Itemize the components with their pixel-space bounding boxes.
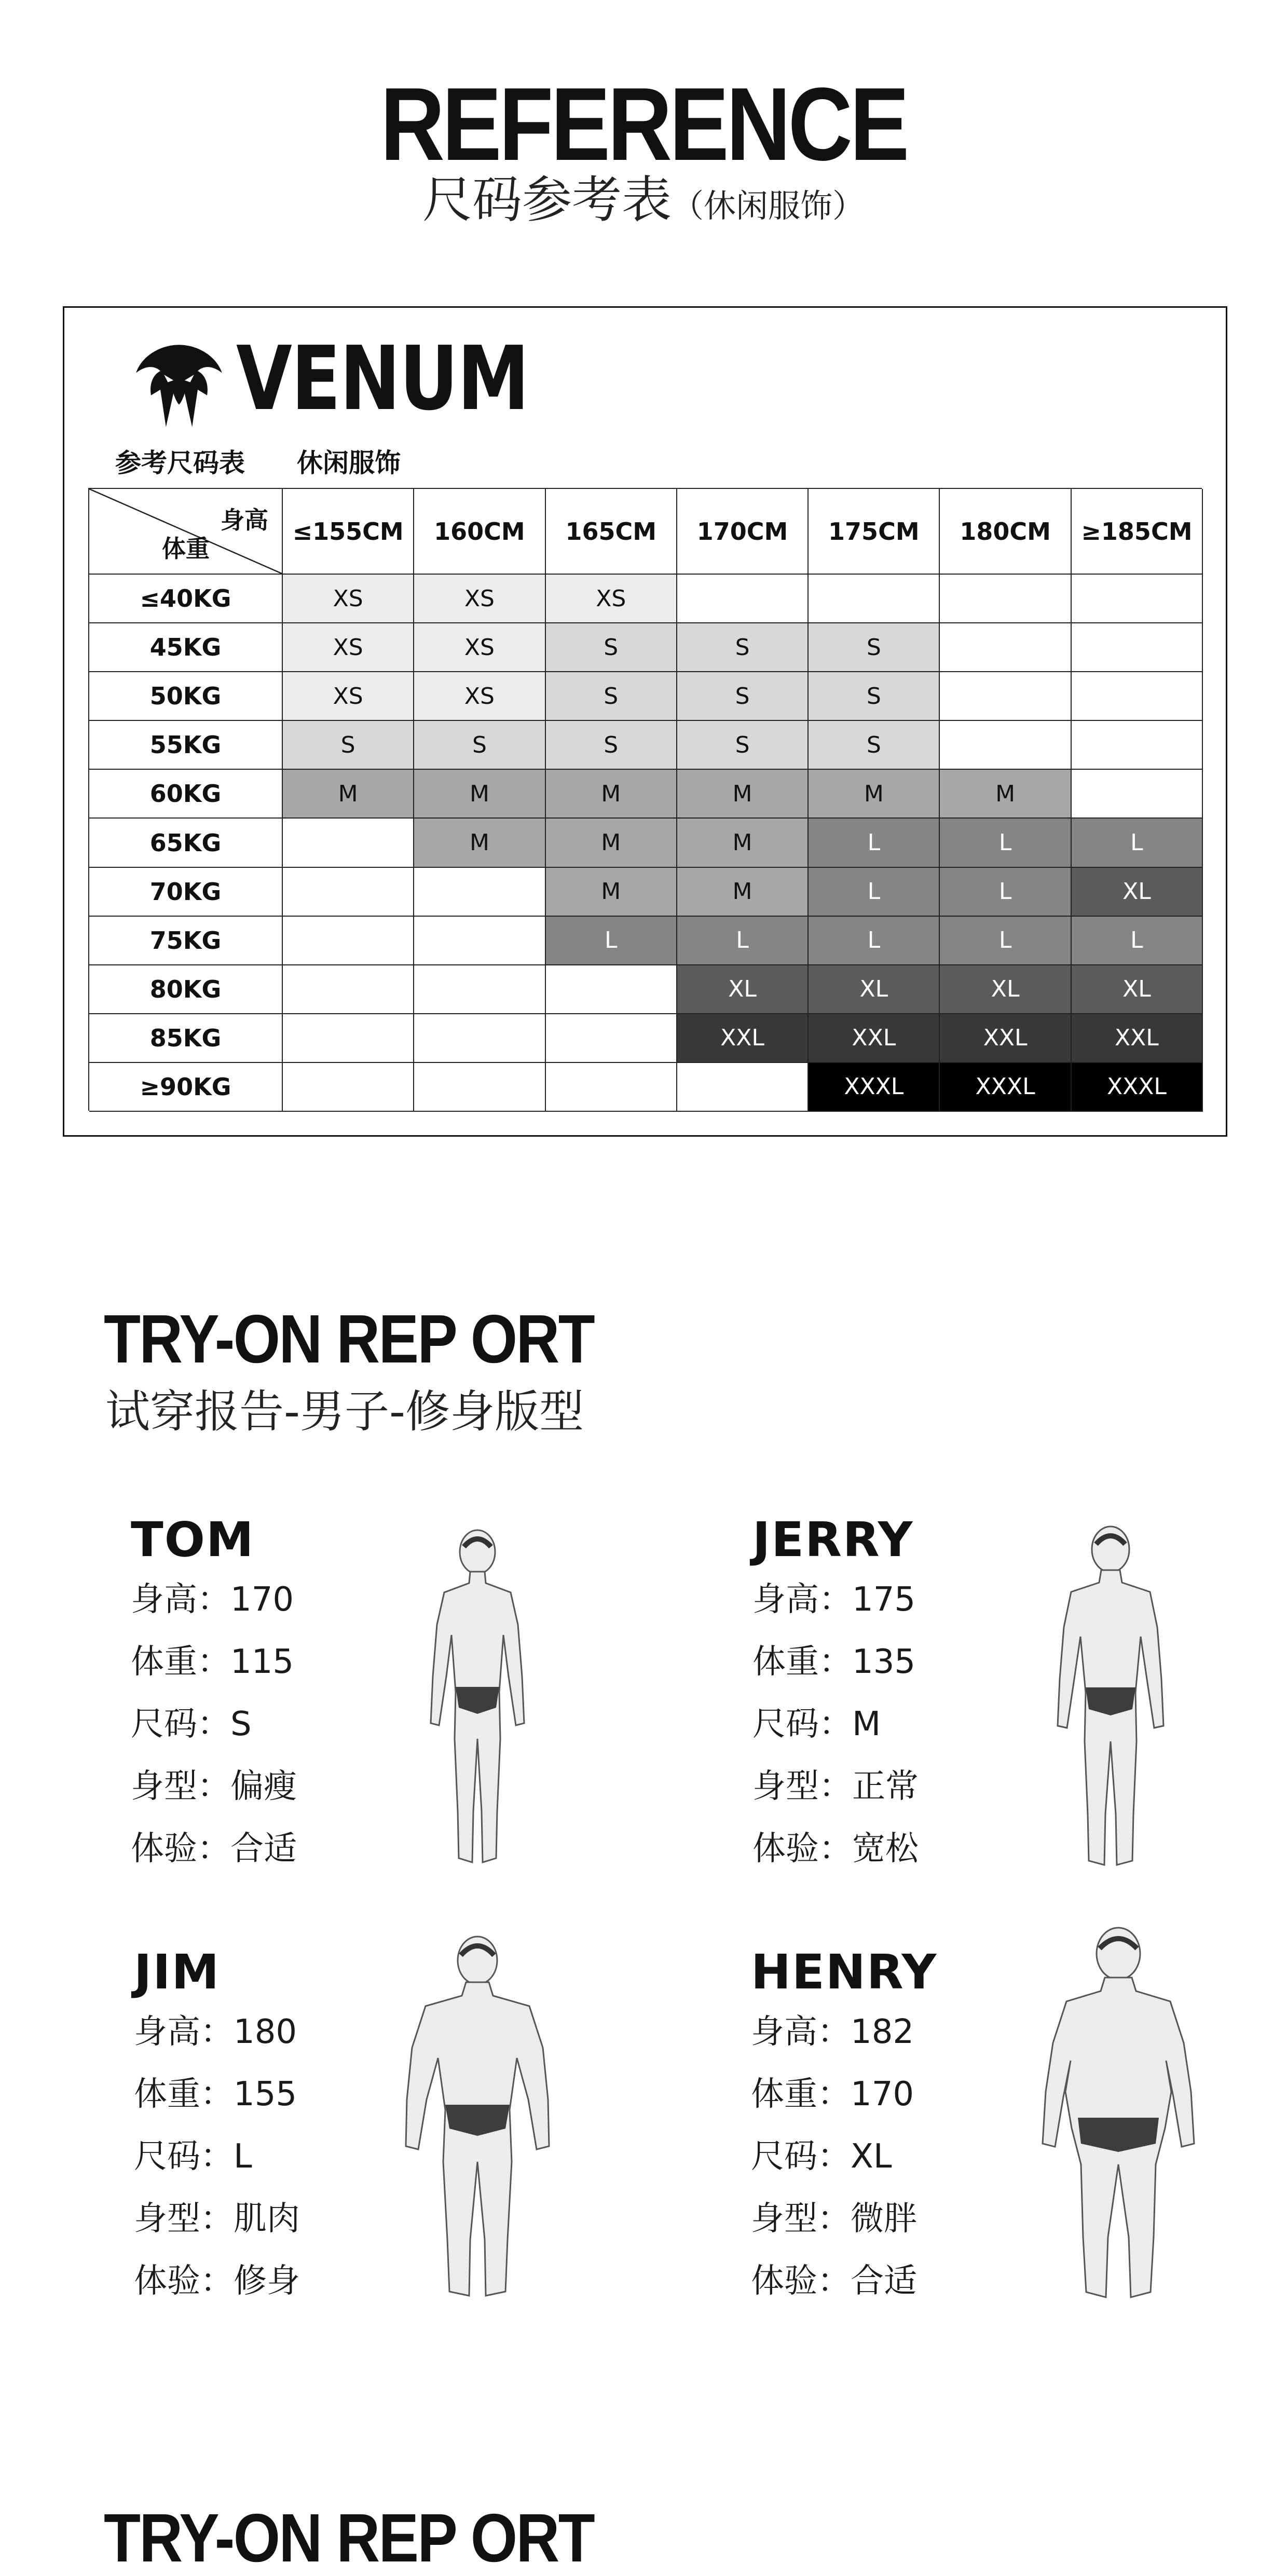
size-cell (546, 1063, 677, 1112)
person-size: 尺码：M (752, 1705, 881, 1743)
size-cell: XXL (677, 1014, 809, 1063)
person-fit-feedback: 体验：宽松 (752, 1830, 919, 1868)
size-cell (414, 965, 545, 1014)
size-cell: S (546, 623, 677, 672)
size-cell: S (677, 672, 809, 721)
person-fit-feedback: 体验：合适 (751, 2262, 917, 2300)
person-weight: 体重：135 (752, 1643, 916, 1681)
size-cell (940, 575, 1071, 623)
height-column-header: ≤155CM (283, 489, 414, 575)
weight-row-header: 75KG (89, 917, 283, 965)
height-column-header: ≥185CM (1072, 489, 1203, 575)
size-cell: M (677, 868, 809, 917)
person-size: 尺码：L (134, 2137, 252, 2176)
chart-label: 参考尺码表 (115, 448, 245, 478)
size-cell: L (940, 868, 1071, 917)
size-cell (283, 1014, 414, 1063)
size-cell: XS (283, 623, 414, 672)
size-cell: S (809, 623, 940, 672)
person-name: JIM (134, 1944, 221, 2000)
tryon-title: TRY-ON REP ORT (104, 1301, 594, 1377)
size-cell (546, 1014, 677, 1063)
size-cell: L (546, 917, 677, 965)
size-cell: S (677, 721, 809, 770)
size-cell: M (546, 868, 677, 917)
size-cell: XL (677, 965, 809, 1014)
size-cell: XXL (940, 1014, 1071, 1063)
person-name: JERRY (752, 1512, 914, 1568)
size-cell: M (414, 770, 545, 819)
slim-man-figure-icon (400, 1521, 555, 1874)
size-cell: M (546, 819, 677, 867)
person-name: TOM (131, 1512, 255, 1568)
person-card-jim (134, 1944, 300, 2302)
size-cell: L (940, 819, 1071, 867)
size-cell (677, 1063, 809, 1112)
size-cell: M (677, 770, 809, 819)
person-height: 身高：175 (752, 1580, 916, 1619)
person-body-type: 身型：微胖 (751, 2200, 917, 2238)
size-cell (1072, 623, 1203, 672)
size-cell (546, 965, 677, 1014)
venum-snake-logo-icon (132, 337, 226, 431)
height-column-header: 170CM (677, 489, 809, 575)
weight-row-header: 55KG (89, 721, 283, 770)
size-cell: XXL (809, 1014, 940, 1063)
size-cell: XXXL (940, 1063, 1071, 1112)
size-cell: M (414, 819, 545, 867)
height-column-header: 180CM (940, 489, 1071, 575)
chart-category-label: 休闲服饰 (297, 448, 401, 478)
weight-row-header: 80KG (89, 965, 283, 1014)
size-cell (414, 917, 545, 965)
size-cell: S (546, 721, 677, 770)
height-axis-label: 身高 (221, 506, 268, 534)
size-cell: L (809, 819, 940, 867)
size-cell (677, 575, 809, 623)
size-cell: S (809, 672, 940, 721)
size-cell (414, 868, 545, 917)
size-cell: XXL (1072, 1014, 1203, 1063)
size-cell: S (414, 721, 545, 770)
person-height: 身高：180 (134, 2013, 297, 2051)
size-cell: L (809, 917, 940, 965)
normal-man-figure-icon (1033, 1518, 1188, 1876)
weight-row-header: 45KG (89, 623, 283, 672)
size-cell: XL (940, 965, 1071, 1014)
person-body-type: 身型：正常 (752, 1767, 919, 1806)
size-table (88, 488, 1202, 1111)
size-cell (940, 672, 1071, 721)
size-cell: S (546, 672, 677, 721)
person-body-type: 身型：偏瘦 (131, 1767, 297, 1806)
size-cell: M (940, 770, 1071, 819)
size-cell: M (546, 770, 677, 819)
size-cell (1072, 721, 1203, 770)
size-cell: XXXL (809, 1063, 940, 1112)
size-cell: S (809, 721, 940, 770)
subtitle-main: 尺码参考表 (422, 171, 672, 229)
size-cell (283, 917, 414, 965)
person-weight: 体重：115 (131, 1643, 294, 1681)
tryon-title-repeat: TRY-ON REP ORT (104, 2500, 594, 2576)
size-cell (940, 721, 1071, 770)
page-subtitle (0, 171, 1287, 235)
page-title: REFERENCE (380, 66, 907, 182)
size-cell (283, 965, 414, 1014)
size-cell (283, 819, 414, 867)
size-cell: XL (1072, 965, 1203, 1014)
tryon-subtitle: 试穿报告-男子-修身版型 (105, 1386, 584, 1438)
brand-wordmark: VENUM (236, 328, 529, 430)
size-cell: XL (1072, 868, 1203, 917)
size-cell (283, 1063, 414, 1112)
person-name: HENRY (751, 1944, 938, 2000)
person-height: 身高：170 (131, 1580, 294, 1619)
weight-row-header: ≥90KG (89, 1063, 283, 1112)
size-cell (283, 868, 414, 917)
size-cell: L (1072, 917, 1203, 965)
person-card-henry (751, 1944, 937, 2302)
person-height: 身高：182 (751, 2013, 914, 2051)
size-cell: L (1072, 819, 1203, 867)
table-corner-header (89, 489, 283, 575)
size-cell: L (940, 917, 1071, 965)
size-cell (414, 1063, 545, 1112)
size-cell: XS (414, 672, 545, 721)
height-column-header: 160CM (414, 489, 545, 575)
person-body-type: 身型：肌肉 (134, 2200, 300, 2238)
person-card-tom (131, 1511, 297, 1870)
height-column-header: 175CM (809, 489, 940, 575)
size-cell: XS (283, 575, 414, 623)
size-cell: XXXL (1072, 1063, 1203, 1112)
size-cell: XS (546, 575, 677, 623)
weight-row-header: 70KG (89, 868, 283, 917)
size-cell: S (283, 721, 414, 770)
person-size: 尺码：XL (751, 2137, 892, 2176)
weight-row-header: 65KG (89, 819, 283, 867)
size-cell (809, 575, 940, 623)
weight-row-header: 50KG (89, 672, 283, 721)
weight-axis-label: 体重 (162, 535, 210, 563)
weight-row-header: 85KG (89, 1014, 283, 1063)
size-cell: S (677, 623, 809, 672)
person-weight: 体重：170 (751, 2075, 914, 2114)
person-size: 尺码：S (131, 1705, 252, 1743)
size-cell: M (283, 770, 414, 819)
person-fit-feedback: 体验：修身 (134, 2262, 300, 2300)
size-cell (1072, 575, 1203, 623)
size-cell: XL (809, 965, 940, 1014)
size-cell (414, 1014, 545, 1063)
size-cell: L (809, 868, 940, 917)
weight-row-header: 60KG (89, 770, 283, 819)
height-column-header: 165CM (546, 489, 677, 575)
size-cell: XS (414, 575, 545, 623)
subtitle-note: （休闲服饰） (671, 187, 865, 225)
weight-row-header: ≤40KG (89, 575, 283, 623)
person-card-jerry (752, 1511, 919, 1870)
size-cell: M (809, 770, 940, 819)
size-cell: M (677, 819, 809, 867)
person-weight: 体重：155 (134, 2075, 297, 2114)
size-cell (940, 623, 1071, 672)
size-cell (1072, 770, 1203, 819)
chubby-man-figure-icon (1020, 1920, 1217, 2305)
size-cell (1072, 672, 1203, 721)
muscular-man-figure-icon (384, 1928, 571, 2302)
size-cell: XS (283, 672, 414, 721)
person-fit-feedback: 体验：合适 (131, 1830, 297, 1868)
size-cell: XS (414, 623, 545, 672)
size-cell: L (677, 917, 809, 965)
